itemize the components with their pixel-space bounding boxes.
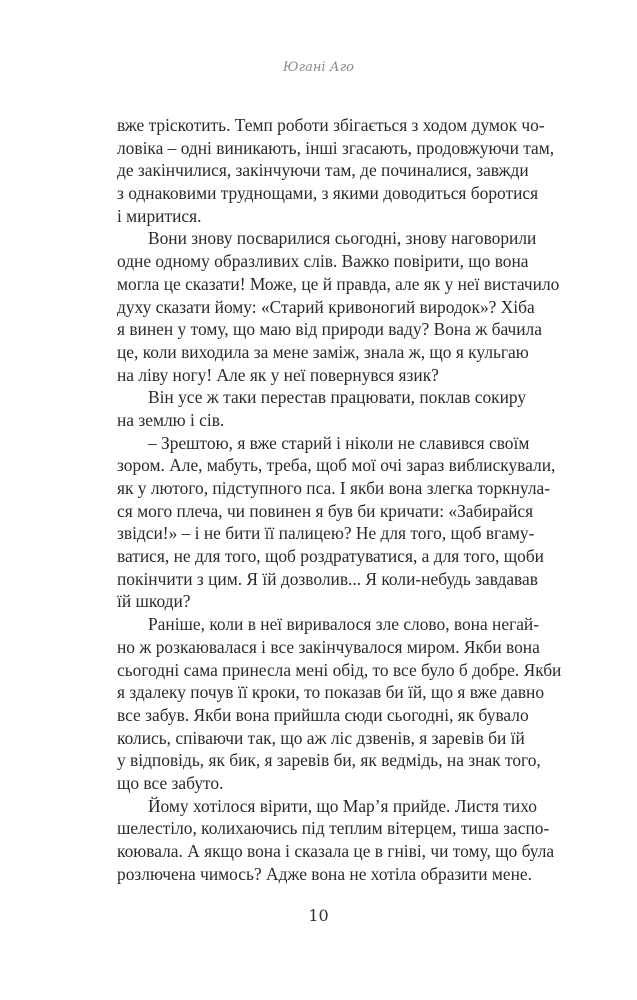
body-text — [117, 114, 562, 885]
text-line: одне одному образливих слів. Важко повірити, що вона — [117, 251, 529, 272]
text-line: но ж розкаювалася і все закінчувалося миром. Якби вона — [117, 636, 540, 657]
text-line: на землю і сів. — [117, 409, 225, 430]
text-line: їй шкоди? — [117, 591, 191, 612]
paragraph — [117, 114, 555, 227]
text-line: колись, співаючи так, що аж ліс дзвенів, я заревів би їй — [117, 727, 525, 748]
paragraph — [117, 386, 527, 431]
text-line: вже тріскотить. Темп роботи збігається з ходом думок чо- — [117, 115, 545, 135]
text-line: сьогодні сама принесла мені обід, то все було б добре. Якби — [117, 659, 562, 680]
paragraph — [117, 795, 555, 886]
text-line: Раніше, коли в неї виривалося зле слово, вона негай- — [148, 614, 540, 635]
paragraph — [117, 613, 562, 795]
text-line: звідси!» – і не бити її палицею? Не для того, щоб вгаму- — [117, 523, 535, 544]
text-line: – Зрештою, я вже старий і ніколи не славився своїм — [148, 432, 530, 453]
text-line: коювала. А якщо вона і сказала це в гніві, чи тому, що була — [117, 841, 555, 861]
text-line: покінчити з цим. Я їй дозволив... Я коли-небудь завдавав — [117, 568, 538, 589]
text-line: могла це сказати! Може, це й правда, але як у неї вистачило — [117, 273, 560, 294]
text-line: я здалеку почув її кроки, то показав би їй, що я вже давно — [117, 682, 545, 703]
text-line: де закінчилися, закінчуючи там, де починалися, завжди — [117, 160, 529, 181]
text-line: зором. Але, мабуть, треба, щоб мої очі зараз виблискували, — [117, 455, 556, 476]
text-line: Він усе ж таки перестав працювати, поклав сокиру — [148, 387, 527, 408]
text-line: ловіка – одні виникають, інші згасають, продовжуючи там, — [117, 137, 555, 158]
text-line: як у лютого, підступного пса. І якби вона злегка торкнула- — [117, 478, 551, 498]
text-line: розлючена чимось? Адже вона не хотіла образити мене. — [117, 863, 532, 884]
running-header: Югані Аго — [283, 60, 354, 75]
text-line: Йому хотілося вірити, що Мар’я прийде. Листя тихо — [148, 795, 537, 816]
text-line: що все забуто. — [117, 772, 224, 793]
paragraph — [117, 227, 560, 386]
text-line: у відповідь, як бик, я заревів би, як ведмідь, на знак того, — [117, 750, 541, 771]
text-line: шелестіло, колихаючись під теплим вітерцем, тиша заспо- — [117, 818, 550, 839]
page-number: 10 — [308, 906, 329, 925]
text-line: це, коли виходила за мене заміж, знала ж, що я кульгаю — [117, 341, 529, 362]
text-line: все забув. Якби вона прийшла сюди сьогодні, як бувало — [117, 704, 529, 725]
text-line: ся мого плеча, чи повинен я був би кричати: «Забирайся — [117, 500, 534, 521]
text-line: я винен у тому, що маю від природи ваду? Вона ж бачила — [117, 319, 542, 340]
paragraph — [117, 432, 556, 614]
text-line: ватися, не для того, щоб роздратуватися, а для того, щоби — [117, 546, 544, 567]
text-line: з однаковими труднощами, з якими доводиться боротися — [117, 183, 539, 204]
text-line: на ліву ногу! Але як у неї повернувся язик? — [117, 364, 439, 385]
text-line: і миритися. — [117, 205, 202, 226]
text-line: Вони знову посварилися сьогодні, знову наговорили — [148, 228, 537, 249]
text-line: духу сказати йому: «Старий кривоногий виродок»? Хіба — [117, 296, 535, 317]
